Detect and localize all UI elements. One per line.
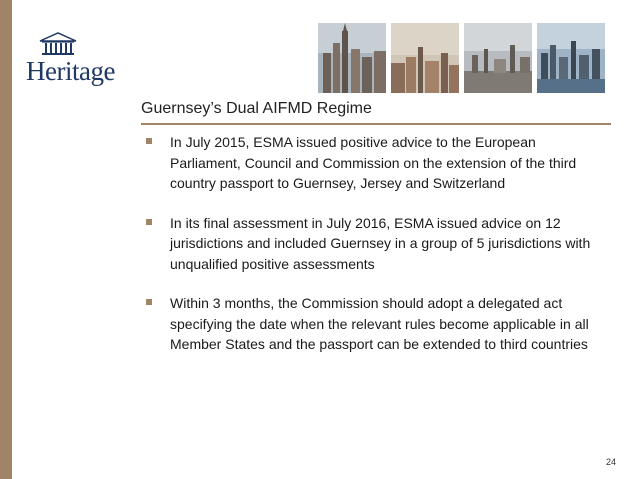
heritage-logo [26, 30, 131, 90]
bullet-item [146, 293, 606, 355]
bullet-item [146, 213, 606, 275]
square-bullet-icon [146, 299, 152, 305]
logo-text: Heritage [26, 56, 115, 86]
city-skyline-photo-1 [318, 23, 386, 93]
title-divider [141, 123, 611, 125]
building-icon [38, 32, 78, 56]
city-skyline-photo-4 [537, 23, 605, 93]
bullet-list [146, 132, 606, 374]
sidebar-accent-bar [0, 0, 12, 479]
page-number: 24 [606, 457, 617, 467]
bullet-text: Within 3 months, the Commission should adopt a delegated act specifying the date when the relevant rules become applicable in all Member States and the passport can be extended to third countries [170, 295, 589, 352]
city-skyline-photo-3 [464, 23, 532, 93]
square-bullet-icon [146, 138, 152, 144]
bullet-item [146, 132, 606, 194]
bullet-text: In its final assessment in July 2016, ESMA issued advice on 12 jurisdictions and included Guernsey in a group of 5 jurisdictions with unqualified positive assessments [170, 214, 591, 272]
bullet-text: In July 2015, ESMA issued positive advice to the European Parliament, Council and Commission on the extension of the third country passport to Guernsey, Jersey and Switzerland [170, 134, 577, 191]
slide-title: Guernsey’s Dual AIFMD Regime [141, 100, 372, 117]
photo-strip [318, 23, 605, 93]
city-skyline-photo-2 [391, 23, 459, 93]
square-bullet-icon [146, 219, 152, 225]
